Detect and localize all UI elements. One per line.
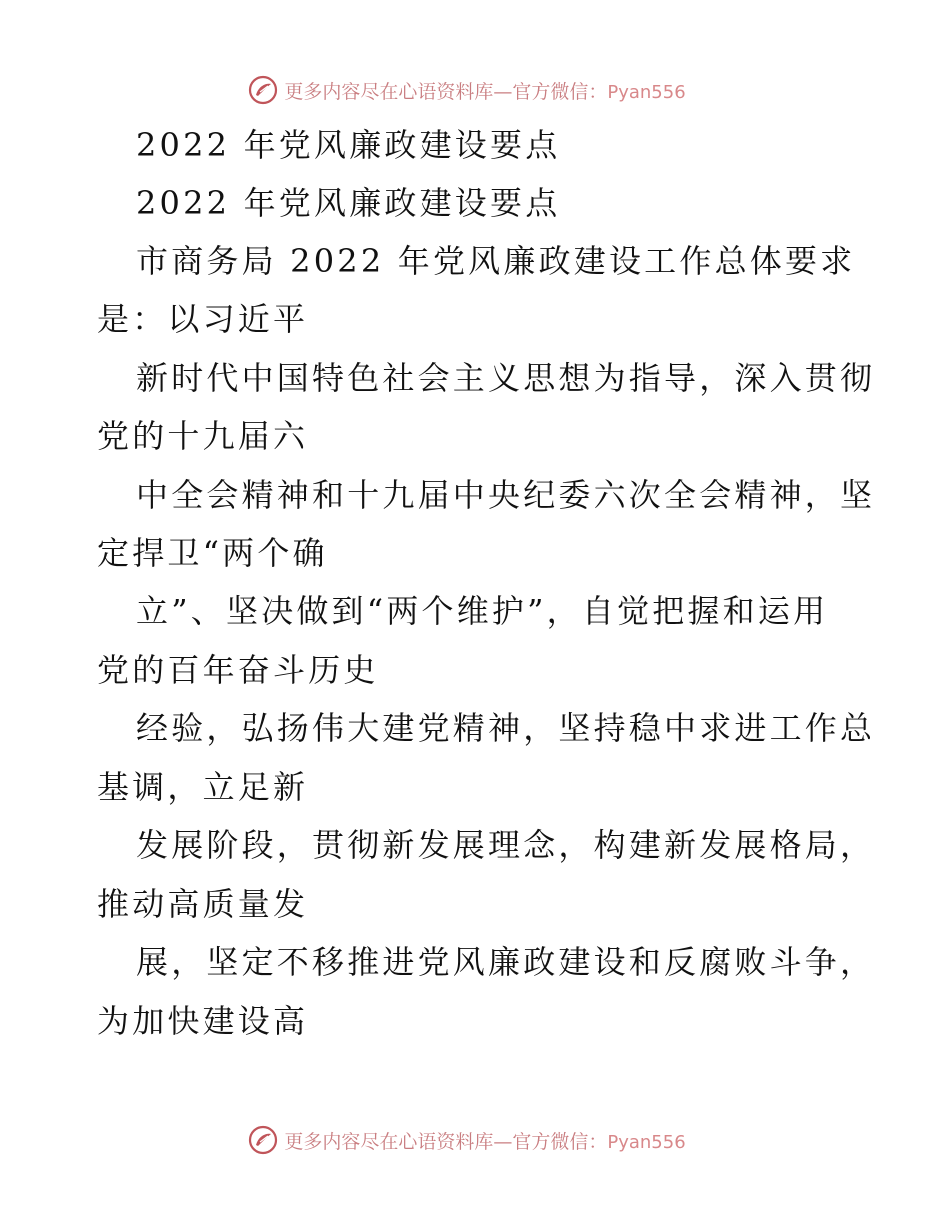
paragraph-line: 党的十九届六 <box>97 417 309 455</box>
title-line: 2022 年党风廉政建设要点 <box>136 184 561 222</box>
watermark-main-text: 更多内容尽在心语资料库 <box>284 80 494 103</box>
watermark-wechat-label: 官方微信： <box>512 80 608 103</box>
watermark-text <box>284 1127 685 1154</box>
watermark-main-text: 更多内容尽在心语资料库 <box>284 1130 494 1153</box>
paragraph-line: 新时代中国特色社会主义思想为指导，深入贯彻 <box>136 359 876 397</box>
paragraph-line: 展，坚定不移推进党风廉政建设和反腐败斗争， <box>136 943 876 981</box>
paragraph-line: 定捍卫“两个确 <box>97 534 328 572</box>
watermark-account: Pyan556 <box>607 81 686 103</box>
title-line: 2022 年党风廉政建设要点 <box>136 126 561 164</box>
paragraph-line: 中全会精神和十九届中央纪委六次全会精神，坚 <box>136 476 876 514</box>
watermark-dash: — <box>493 1130 513 1153</box>
paragraph-line: 市商务局 2022 年党风廉政建设工作总体要求 <box>136 242 856 280</box>
paragraph-line: 是：以习近平 <box>97 300 309 338</box>
watermark-account: Pyan556 <box>607 1131 686 1153</box>
paragraph-line: 为加快建设高 <box>97 1002 309 1040</box>
watermark-text <box>284 77 685 104</box>
paragraph-line: 基调，立足新 <box>97 768 309 806</box>
paragraph-line: 立”、坚决做到“两个维护”，自觉把握和运用 <box>136 592 829 630</box>
paragraph-line: 党的百年奋斗历史 <box>97 651 379 689</box>
watermark-wechat-label: 官方微信： <box>512 1130 608 1153</box>
header-watermark <box>0 72 950 108</box>
paragraph-line: 发展阶段，贯彻新发展理念，构建新发展格局， <box>136 826 876 864</box>
paragraph-line: 经验，弘扬伟大建党精神，坚持稳中求进工作总 <box>136 709 876 747</box>
footer-watermark <box>0 1122 950 1158</box>
logo-icon <box>248 75 278 105</box>
watermark-dash: — <box>493 80 513 103</box>
logo-icon <box>248 1125 278 1155</box>
paragraph-line: 推动高质量发 <box>97 885 309 923</box>
